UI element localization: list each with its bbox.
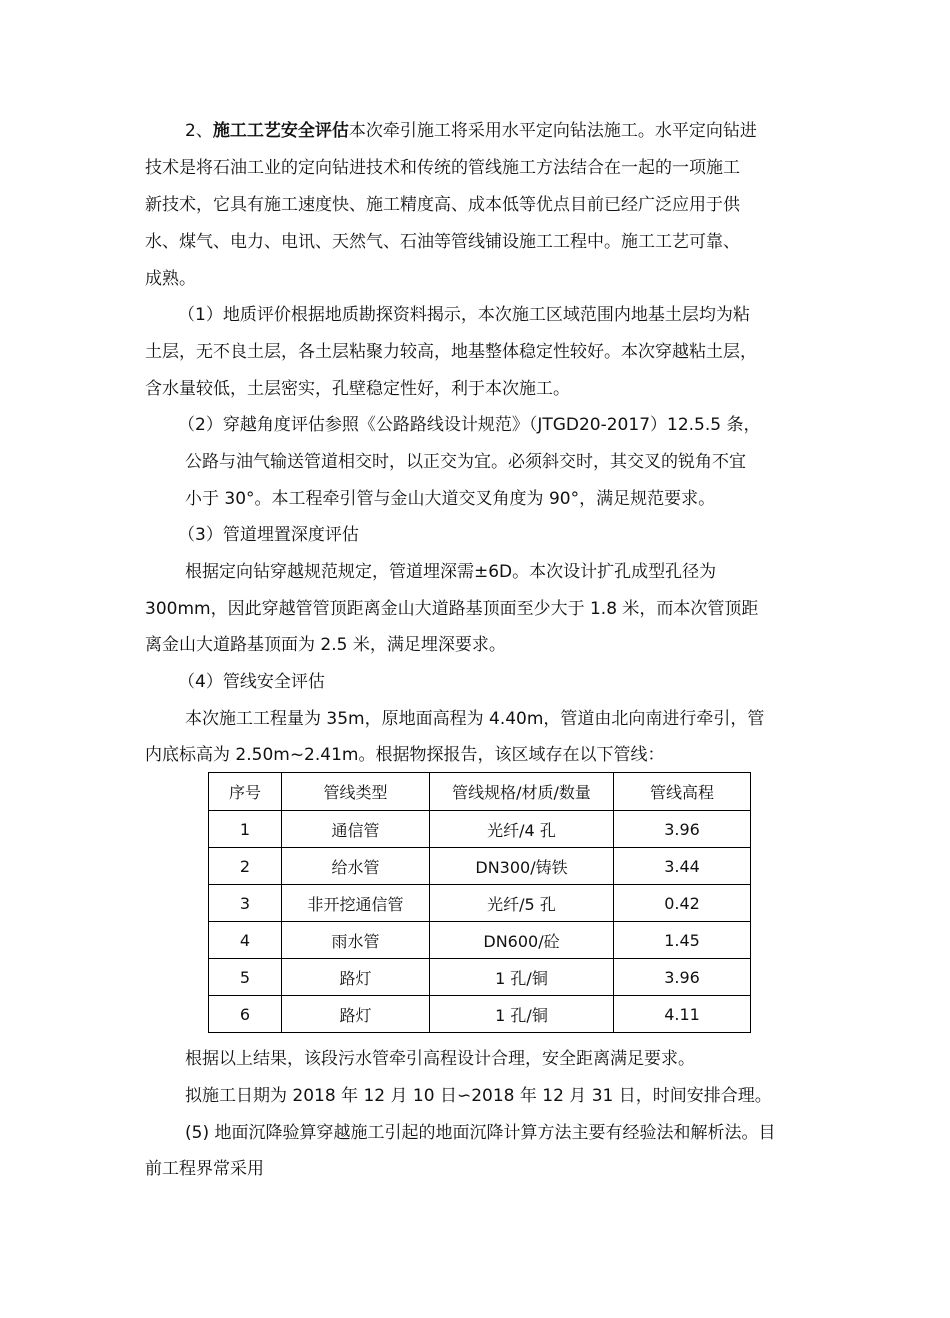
table-row bbox=[209, 885, 751, 922]
section2-heading: 施工工艺安全评估 bbox=[212, 121, 349, 141]
cell-index: 3 bbox=[209, 885, 282, 922]
item4-line-1: 内底标高为 2.50m~2.41m。根据物探报告，该区域存在以下管线： bbox=[145, 745, 665, 765]
cell-elevation: 4.11 bbox=[614, 996, 751, 1033]
section2-line-4: 成熟。 bbox=[145, 269, 196, 289]
table-row bbox=[209, 959, 751, 996]
cell-spec: DN600/砼 bbox=[430, 922, 614, 959]
section2-number: 2、 bbox=[185, 121, 213, 141]
cell-index: 1 bbox=[209, 811, 282, 848]
cell-spec: 1 孔/铜 bbox=[430, 959, 614, 996]
item3-line-1: 300mm，因此穿越管管顶距离金山大道路基顶面至少大于 1.8 米，而本次管顶距 bbox=[145, 599, 759, 619]
item5-line-1: 前工程界常采用 bbox=[145, 1159, 264, 1179]
item2-line-0: （2）穿越角度评估参照《公路路线设计规范》（JTGD20-2017）12.5.5 条， bbox=[178, 415, 761, 435]
section2-line-2: 新技术，它具有施工速度快、施工精度高、成本低等优点目前已经广泛应用于供 bbox=[145, 195, 740, 215]
header-cell-type: 管线类型 bbox=[282, 773, 430, 811]
cell-type: 通信管 bbox=[282, 811, 430, 848]
conclusion-line-0: 根据以上结果，该段污水管牵引高程设计合理，安全距离满足要求。 bbox=[185, 1049, 695, 1069]
item1-line-2: 含水量较低，土层密实，孔壁稳定性好，利于本次施工。 bbox=[145, 379, 570, 399]
table-header-row bbox=[209, 773, 751, 811]
cell-elevation: 3.96 bbox=[614, 959, 751, 996]
cell-elevation: 0.42 bbox=[614, 885, 751, 922]
table-row bbox=[209, 848, 751, 885]
cell-type: 给水管 bbox=[282, 848, 430, 885]
cell-index: 5 bbox=[209, 959, 282, 996]
table-row bbox=[209, 922, 751, 959]
header-cell-elevation: 管线高程 bbox=[614, 773, 751, 811]
item3-heading: （3）管道埋置深度评估 bbox=[178, 525, 359, 545]
header-cell-spec: 管线规格/材质/数量 bbox=[430, 773, 614, 811]
item2-line-1: 公路与油气输送管道相交时，以正交为宜。必须斜交时，其交叉的锐角不宜 bbox=[185, 452, 746, 472]
conclusion-line-1: 拟施工日期为 2018 年 12 月 10 日∽2018 年 12 月 31 日，时间安排合理。 bbox=[185, 1086, 772, 1106]
item2-line-2: 小于 30°。本工程牵引管与金山大道交叉角度为 90°，满足规范要求。 bbox=[185, 489, 716, 509]
pipeline-table bbox=[208, 772, 751, 1033]
section2-first-line bbox=[185, 120, 757, 142]
section2-line-3: 水、煤气、电力、电讯、天然气、石油等管线铺设施工工程中。施工工艺可靠、 bbox=[145, 232, 740, 252]
cell-type: 路灯 bbox=[282, 959, 430, 996]
item1-line-0: （1）地质评价根据地质勘探资料揭示，本次施工区域范围内地基土层均为粘 bbox=[178, 305, 750, 325]
item3-line-2: 离金山大道路基顶面为 2.5 米，满足埋深要求。 bbox=[145, 635, 506, 655]
cell-spec: 光纤/5 孔 bbox=[430, 885, 614, 922]
cell-elevation: 3.44 bbox=[614, 848, 751, 885]
item4-heading: （4）管线安全评估 bbox=[178, 672, 325, 692]
cell-elevation: 1.45 bbox=[614, 922, 751, 959]
cell-index: 4 bbox=[209, 922, 282, 959]
cell-spec: DN300/铸铁 bbox=[430, 848, 614, 885]
cell-type: 路灯 bbox=[282, 996, 430, 1033]
table-row bbox=[209, 996, 751, 1033]
section2-line-1: 技术是将石油工业的定向钻进技术和传统的管线施工方法结合在一起的一项施工 bbox=[145, 158, 740, 178]
item1-line-1: 土层，无不良土层，各土层粘聚力较高，地基整体稳定性较好。本次穿越粘土层， bbox=[145, 342, 757, 362]
cell-spec: 1 孔/铜 bbox=[430, 996, 614, 1033]
item5-line-0: (5) 地面沉降验算穿越施工引起的地面沉降计算方法主要有经验法和解析法。目 bbox=[185, 1123, 776, 1143]
item4-line-0: 本次施工工程量为 35m，原地面高程为 4.40m，管道由北向南进行牵引，管 bbox=[185, 709, 765, 729]
cell-spec: 光纤/4 孔 bbox=[430, 811, 614, 848]
header-cell-index: 序号 bbox=[209, 773, 282, 811]
cell-elevation: 3.96 bbox=[614, 811, 751, 848]
cell-type: 雨水管 bbox=[282, 922, 430, 959]
cell-type: 非开挖通信管 bbox=[282, 885, 430, 922]
section2-line-0: 本次牵引施工将采用水平定向钻法施工。水平定向钻进 bbox=[348, 121, 757, 141]
table-row bbox=[209, 811, 751, 848]
item3-line-0: 根据定向钻穿越规范规定，管道埋深需±6D。本次设计扩孔成型孔径为 bbox=[185, 562, 717, 582]
cell-index: 2 bbox=[209, 848, 282, 885]
cell-index: 6 bbox=[209, 996, 282, 1033]
